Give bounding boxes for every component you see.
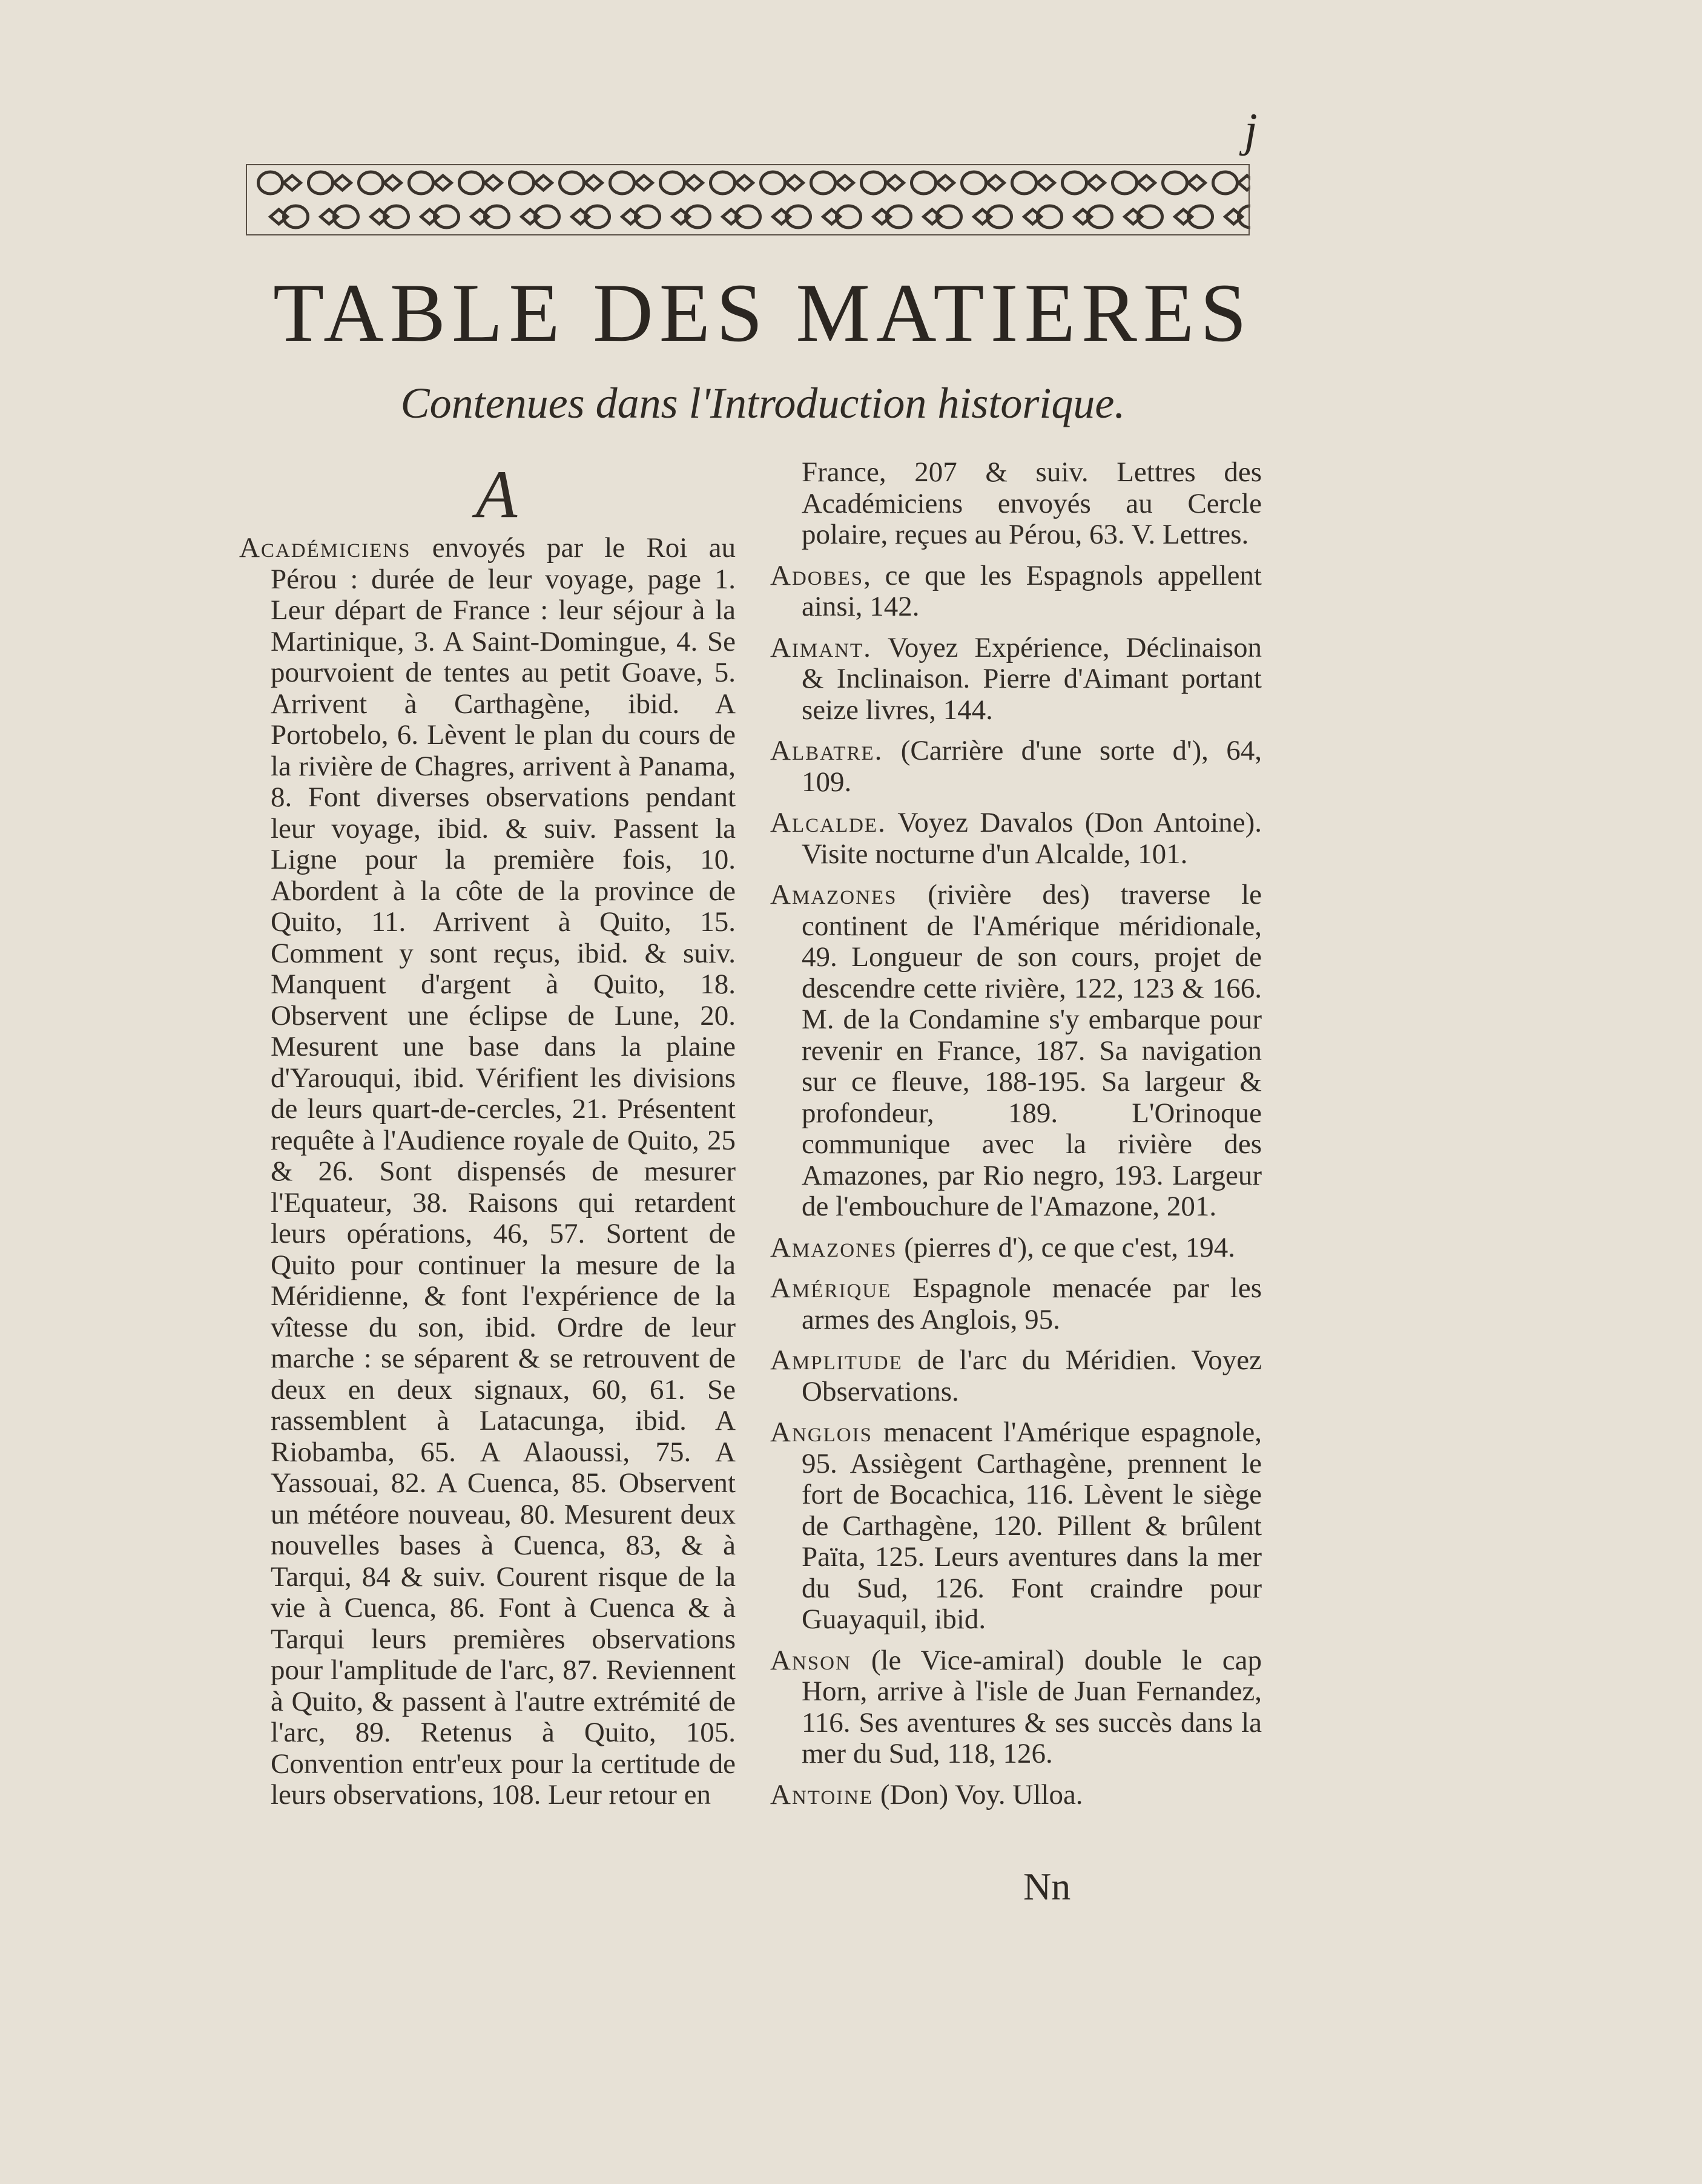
- index-entry: [770, 735, 1262, 798]
- entry-head: Albatre.: [770, 735, 883, 766]
- ornament-diamond: [1138, 176, 1155, 190]
- entry-text: de l'arc du Méridien. Voyez Observations.: [802, 1344, 1262, 1407]
- index-entry: [770, 880, 1262, 1223]
- ornament-diamond: [1189, 176, 1206, 190]
- entry-text: (Carrière d'une sorte d'), 64, 109.: [802, 735, 1262, 798]
- ornament-diamond: [535, 176, 552, 190]
- right-column: [770, 457, 1262, 1820]
- ornament-diamond: [384, 176, 401, 190]
- index-entry: [770, 1232, 1262, 1264]
- ornament-ring: [1213, 172, 1238, 194]
- entry-text: , ce que les Espagnols appellent ainsi, 142.: [802, 559, 1262, 622]
- entry-text: (le Vice-amiral) double le cap Horn, arrive à l'isle de Juan Fernandez, 116. Ses aventures & ses succès dans la mer du Sud, 118, 126.: [802, 1644, 1262, 1769]
- entry-text: Voyez Davalos (Don Antoine). Visite nocturne d'un Alcalde, 101.: [802, 807, 1262, 870]
- entry-head: Académiciens: [239, 532, 411, 564]
- index-entry: [770, 633, 1262, 726]
- page-mark: j: [1244, 104, 1258, 156]
- entry-head: Amplitude: [770, 1344, 903, 1376]
- index-entry-continued: [770, 457, 1262, 551]
- entry-head: Adobes: [770, 559, 864, 591]
- ornament-diamond: [334, 176, 351, 190]
- section-letter: A: [475, 457, 518, 532]
- ornament-diamond: [837, 176, 854, 190]
- ornament-ring: [711, 172, 735, 194]
- ornament-ring: [962, 172, 986, 194]
- entry-head: Amazones: [770, 879, 897, 910]
- entry-head: Aimant.: [770, 631, 872, 663]
- index-entry: [770, 1780, 1262, 1811]
- ornament-ring: [259, 172, 283, 194]
- ornament-diamond: [636, 176, 653, 190]
- ornament-diamond: [937, 176, 954, 190]
- ornament-ring: [460, 172, 484, 194]
- entry-text: menacent l'Amérique espagnole, 95. Assiègent Carthagène, prennent le fort de Bocachica, 116. Lèvent le siège de Carthagène, 120. Pillent & brûlent Païta, 125. Leurs aventures dans la mer du Sud, 126. Font craindre pour Guayaquil, ibid.: [802, 1416, 1262, 1635]
- index-entry: [770, 1645, 1262, 1770]
- signature-mark: Nn: [1023, 1865, 1071, 1908]
- ornament-row-top: [259, 172, 1251, 194]
- entry-text: (Don) Voy. Ulloa.: [880, 1778, 1083, 1811]
- entry-text: France, 207 & suiv. Lettres des Académiciens envoyés au Cercle polaire, reçues au Pérou, 63. V. Lettres.: [802, 456, 1262, 550]
- entry-text: Espagnole menacée par les armes des Anglois, 95.: [802, 1272, 1262, 1335]
- entry-head: Alcalde.: [770, 807, 886, 838]
- page-subtitle: Contenues dans l'Introduction historique.: [400, 379, 1126, 427]
- index-entry: [770, 1345, 1262, 1407]
- ornament-diamond: [887, 176, 904, 190]
- ornament-diamond: [1088, 176, 1105, 190]
- index-entry: [770, 1417, 1262, 1636]
- index-entry: [770, 1273, 1262, 1335]
- ornament-diamond: [736, 176, 753, 190]
- ornament-ring: [409, 172, 434, 194]
- ornament-ring: [761, 172, 785, 194]
- entry-head: Amazones: [770, 1231, 897, 1263]
- ornament-ring: [359, 172, 383, 194]
- ornament-ring: [811, 172, 836, 194]
- ornament-ring: [912, 172, 936, 194]
- ornament-diamond: [485, 176, 502, 190]
- ornament-diamond: [284, 176, 301, 190]
- ornament-diamond: [988, 176, 1004, 190]
- entry-text: (rivière des) traverse le continent de l'Amérique méridionale, 49. Longueur de son cours, projet de descendre cette rivière, 122, 123 & 166. M. de la Condamine s'y embarque pour revenir en France, 187. Sa navigation sur ce fleuve, 188-195. Sa largeur & profondeur, 189. L'Orinoque communique avec la rivière des Amazones, par Rio negro, 193. Largeur de l'embouchure de l'Amazone, 201.: [802, 879, 1262, 1222]
- ornament-diamond: [1038, 176, 1055, 190]
- entry-head: Amérique: [770, 1272, 892, 1304]
- ornament-diamond: [686, 176, 703, 190]
- ornament-diamond: [585, 176, 602, 190]
- ornament-ring: [309, 172, 333, 194]
- page-title: TABLE DES MATIERES: [273, 266, 1253, 359]
- index-entry: [239, 533, 736, 1811]
- ornament-ring: [560, 172, 584, 194]
- ornament-ring: [510, 172, 534, 194]
- ornament-diamond: [787, 176, 803, 190]
- ornament-ring: [1012, 172, 1037, 194]
- ornament-ring: [661, 172, 685, 194]
- ornament-ring: [1113, 172, 1137, 194]
- entry-text: (pierres d'), ce que c'est, 194.: [904, 1231, 1235, 1263]
- entry-head: Anson: [770, 1644, 851, 1676]
- entry-head: Anglois: [770, 1416, 872, 1448]
- entry-head: Antoine: [770, 1778, 874, 1811]
- ornament-ring: [1163, 172, 1187, 194]
- left-column: [239, 457, 736, 1821]
- ornament-row-bottom: [271, 206, 1251, 228]
- ornament-diamond: [435, 176, 452, 190]
- entry-text: Voyez Expérience, Déclinaison & Inclinaison. Pierre d'Aimant portant seize livres, 144.: [802, 631, 1262, 726]
- index-entry: [770, 807, 1262, 870]
- ornament-ring: [862, 172, 886, 194]
- ornament-ring: [610, 172, 635, 194]
- ornament-border: [245, 163, 1250, 236]
- index-entry: [770, 561, 1262, 623]
- ornament-ring: [1063, 172, 1087, 194]
- entry-text: envoyés par le Roi au Pérou : durée de leur voyage, page 1. Leur départ de France : leur séjour à la Martinique, 3. A Saint-Domingue, 4. Se pourvoient de tentes au petit Goave, 5. Arrivent à Carthagène, ibid. A Portobelo, 6. Lèvent le plan du cours de la rivière de Chagres, arrivent à Panama, 8. Font diverses observations pendant leur voyage, ibid. & suiv. Passent la Ligne pour la première fois, 10. Abordent à la côte de la province de Quito, 11. Arrivent à Quito, 15. Comment y sont reçus, ibid. & suiv. Manquent d'argent à Quito, 18. Observent une éclipse de Lune, 20. Mesurent une base dans la plaine d'Yarouqui, ibid. Vérifient les divisions de leurs quart-de-cercles, 21. Présentent requête à l'Audience royale de Quito, 25 & 26. Sont dispensés de mesurer l'Equateur, 38. Raisons qui retardent leurs opérations, 46, 57. Sortent de Quito pour continuer la mesure de la Méridienne, & font l'expérience de la vîtesse du son, ibid. Ordre de leur marche : se séparent & se retrouvent de deux en deux signaux, 60, 61. Se rassemblent à Latacunga, ibid. A Riobamba, 65. A Alaoussi, 75. A Yassouai, 82. A Cuenca, 85. Observent un météore nouveau, 80. Mesurent deux nouvelles bases à Cuenca, 83, & à Tarqui, 84 & suiv. Courent risque de la vie à Cuenca, 86. Font à Cuenca & à Tarqui leurs premières observations pour l'amplitude de l'arc, 87. Reviennent à Quito, & passent à l'autre extrémité de l'arc, 89. Retenus à Quito, 105. Convention entr'eux pour la certitude de leurs observations, 108. Leur retour en: [271, 532, 736, 1811]
- ornament-frame: [246, 165, 1249, 235]
